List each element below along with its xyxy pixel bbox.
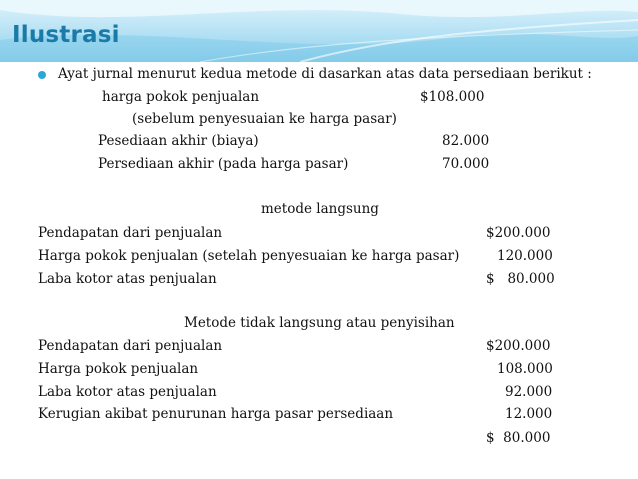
data-line-amount: 70.000	[442, 156, 490, 172]
direct-row-label: Laba kotor atas penjualan	[38, 271, 217, 287]
direct-row-amount: $ 80.000	[486, 271, 555, 287]
data-line-label: (sebelum penyesuaian ke harga pasar)	[132, 111, 397, 127]
indirect-row-amount: $ 80.000	[486, 430, 551, 446]
direct-row-amount: 120.000	[497, 248, 553, 264]
direct-row-amount: $200.000	[486, 225, 551, 241]
direct-row-label: Pendapatan dari penjualan	[38, 225, 223, 241]
direct-row-label: Harga pokok penjualan (setelah penyesuaian ke harga pasar)	[38, 248, 460, 264]
bullet-dot-icon	[38, 71, 46, 79]
bullet-text: Ayat jurnal menurut kedua metode di dasarkan atas data persediaan berikut :	[58, 66, 592, 82]
indirect-method-heading: Metode tidak langsung atau penyisihan	[184, 315, 455, 331]
indirect-row-label: Kerugian akibat penurunan harga pasar persediaan	[38, 406, 394, 422]
indirect-row-label: Pendapatan dari penjualan	[38, 338, 223, 354]
data-line-label: Pesediaan akhir (biaya)	[98, 133, 259, 149]
indirect-row-amount: 12.000	[505, 406, 553, 422]
indirect-row-amount: $200.000	[486, 338, 551, 354]
indirect-row-label: Laba kotor atas penjualan	[38, 384, 217, 400]
data-line-amount: $108.000	[420, 89, 485, 105]
data-line-label: harga pokok penjualan	[102, 89, 260, 105]
slide-title: Ilustrasi	[12, 22, 120, 48]
direct-method-heading: metode langsung	[261, 201, 379, 217]
indirect-row-label: Harga pokok penjualan	[38, 361, 199, 377]
data-line-amount: 82.000	[442, 133, 490, 149]
data-line-label: Persediaan akhir (pada harga pasar)	[98, 156, 349, 172]
indirect-row-amount: 92.000	[505, 384, 553, 400]
indirect-row-amount: 108.000	[497, 361, 553, 377]
header-band	[0, 0, 638, 62]
